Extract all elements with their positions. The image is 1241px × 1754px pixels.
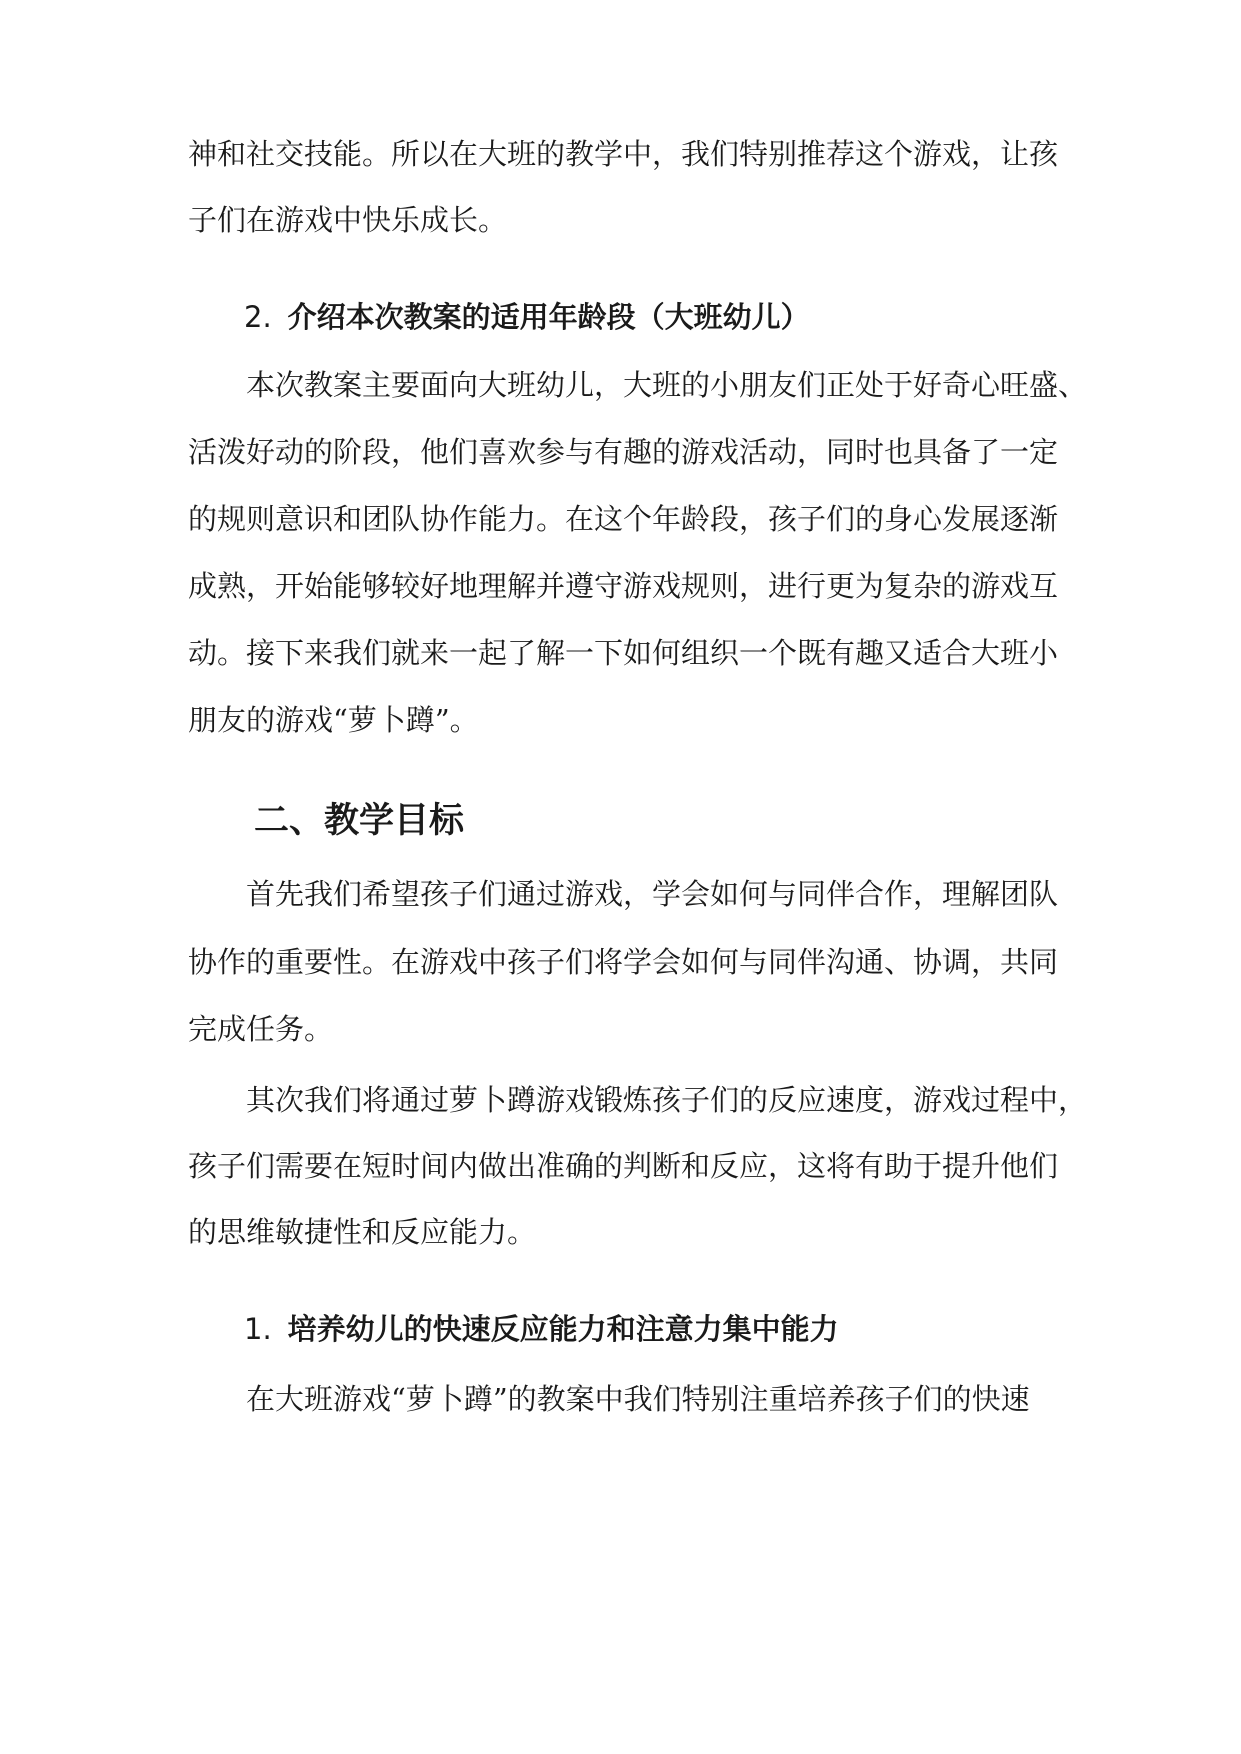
paragraph-line: 首先我们希望孩子们通过游戏，学会如何与同伴合作，理解团队 (246, 877, 1059, 911)
subheading-text: 介绍本次教案的适用年龄段（大班幼儿） (287, 300, 810, 334)
paragraph-line: 神和社交技能。所以在大班的教学中，我们特别推荐这个游戏，让孩 (188, 137, 1059, 171)
paragraph-line: 孩子们需要在短时间内做出准确的判断和反应，这将有助于提升他们 (188, 1149, 1059, 1183)
subheading-reaction-ability (244, 1309, 839, 1349)
paragraph-line: 活泼好动的阶段，他们喜欢参与有趣的游戏活动，同时也具备了一定 (188, 435, 1059, 469)
paragraph-line: 协作的重要性。在游戏中孩子们将学会如何与同伴沟通、协调，共同 (188, 945, 1059, 979)
paragraph-line: 朋友的游戏“萝卜蹲”。 (188, 703, 479, 737)
paragraph-line: 成熟，开始能够较好地理解并遵守游戏规则，进行更为复杂的游戏互 (188, 569, 1059, 603)
section-heading-teaching-goals: 二、教学目标 (254, 801, 465, 841)
paragraph-line: 的思维敏捷性和反应能力。 (188, 1215, 537, 1249)
paragraph-line: 动。接下来我们就来一起了解一下如何组织一个既有趣又适合大班小 (188, 636, 1059, 670)
subheading-age-range (244, 297, 810, 337)
paragraph-line: 本次教案主要面向大班幼儿，大班的小朋友们正处于好奇心旺盛、 (246, 368, 1088, 402)
subheading-number: 2. (244, 300, 272, 334)
subheading-text: 培养幼儿的快速反应能力和注意力集中能力 (287, 1312, 839, 1346)
subheading-number: 1. (244, 1312, 272, 1346)
paragraph-line: 完成任务。 (188, 1012, 334, 1046)
paragraph-line: 其次我们将通过萝卜蹲游戏锻炼孩子们的反应速度，游戏过程中， (246, 1083, 1088, 1117)
paragraph-line: 的规则意识和团队协作能力。在这个年龄段，孩子们的身心发展逐渐 (188, 502, 1059, 536)
paragraph-line: 在大班游戏“萝卜蹲”的教案中我们特别注重培养孩子们的快速 (246, 1382, 1030, 1416)
paragraph-line: 子们在游戏中快乐成长。 (188, 203, 508, 237)
